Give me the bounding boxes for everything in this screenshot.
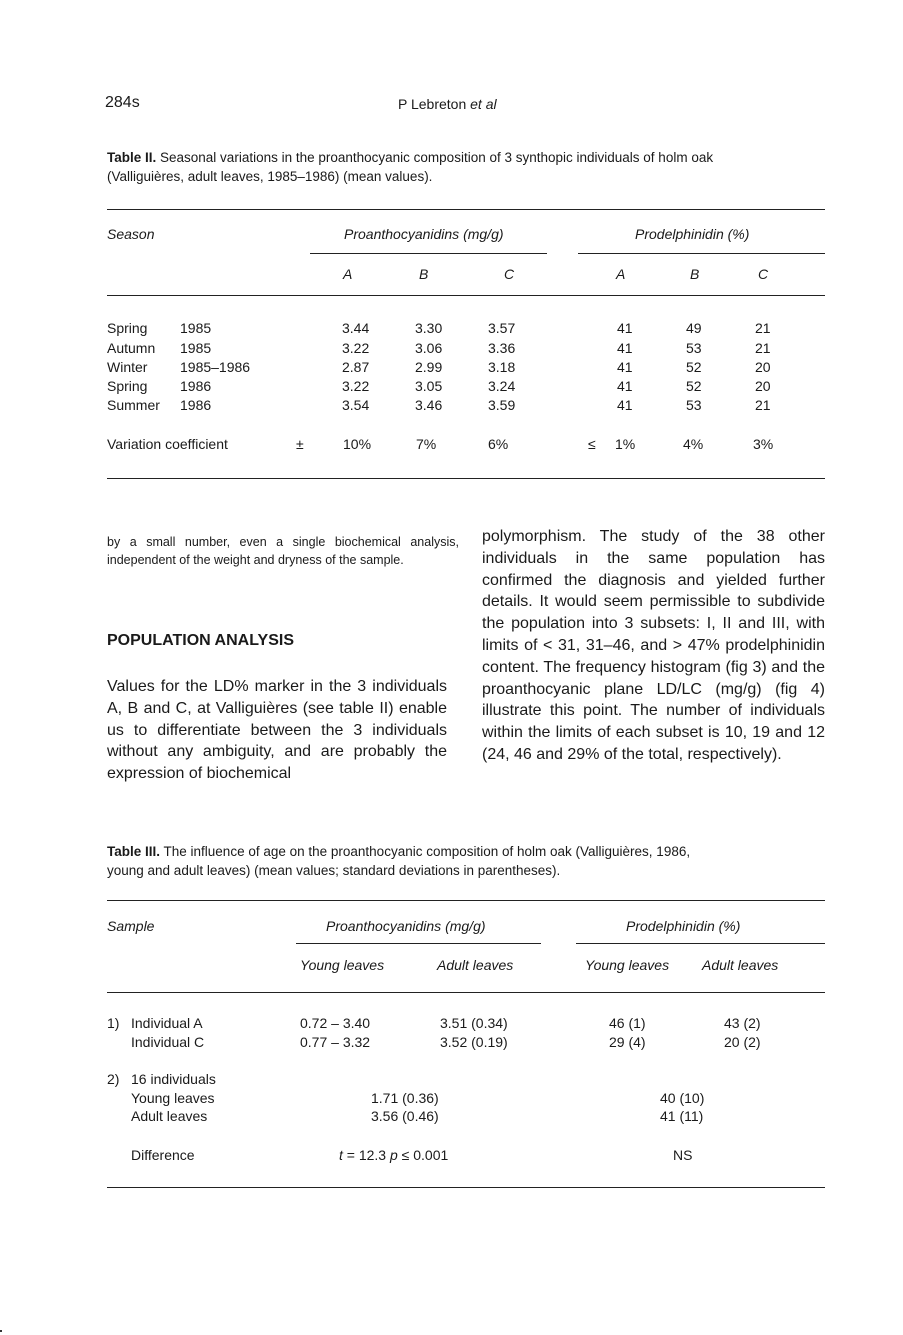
cell-pb: 7% bbox=[416, 436, 437, 452]
cell-pb: 3.06 bbox=[415, 340, 443, 356]
cell-py: 0.72 – 3.40 bbox=[300, 1015, 371, 1031]
running-head bbox=[398, 96, 497, 112]
table3-caption-label: Table III. bbox=[107, 844, 161, 859]
cell-label: Young leaves bbox=[131, 1090, 215, 1106]
table2-sub-b: B bbox=[419, 266, 429, 282]
cell-pc: 3.57 bbox=[488, 320, 516, 336]
cell-year: 1986 bbox=[180, 397, 212, 413]
table2-header-rule bbox=[107, 295, 825, 296]
p-value: ≤ 0.001 bbox=[397, 1147, 449, 1163]
cell-dy: 46 (1) bbox=[609, 1015, 646, 1031]
table3-group-prodel: Prodelphinidin (%) bbox=[626, 918, 741, 934]
table2-caption bbox=[107, 148, 827, 186]
cell-pa: 3.44 bbox=[342, 320, 370, 336]
page-number: 284s bbox=[105, 94, 140, 111]
table2-prodel-rule bbox=[578, 253, 825, 254]
cell-da: 20 (2) bbox=[724, 1034, 761, 1050]
cell-pa: 2.87 bbox=[342, 359, 370, 375]
table2-sub-a2: A bbox=[616, 266, 626, 282]
cell-pa: 3.54 bbox=[342, 397, 370, 413]
cell-label: Individual A bbox=[131, 1015, 203, 1031]
t-value: = 12.3 bbox=[342, 1147, 390, 1163]
cell-d: 40 (10) bbox=[660, 1090, 705, 1106]
cell-pc: 3.59 bbox=[488, 397, 516, 413]
p-symbol: p bbox=[389, 1147, 398, 1163]
table2-col-season: Season bbox=[107, 226, 155, 242]
cell-pc: 6% bbox=[488, 436, 509, 452]
table2-caption-line2: (Valliguières, adult leaves, 1985–1986) (mean values). bbox=[107, 169, 433, 184]
running-head-author: P Lebreton bbox=[398, 96, 467, 112]
scan-speck bbox=[0, 1330, 2, 1332]
body-left-para: by a small number, even a single biochemical analysis, independent of the weight and dryness of the sample. bbox=[107, 535, 459, 567]
table3-col-sample: Sample bbox=[107, 918, 155, 934]
running-head-etal: et al bbox=[470, 96, 497, 112]
section-heading: POPULATION ANALYSIS bbox=[107, 632, 294, 649]
table3-prodel-rule bbox=[576, 943, 825, 944]
table3-sub-adult2: Adult leaves bbox=[702, 957, 779, 973]
cell-pb: 3.05 bbox=[415, 378, 443, 394]
cell-variation-label: Variation coefficient bbox=[107, 436, 228, 452]
table3-top-rule bbox=[107, 900, 825, 901]
cell-db: 53 bbox=[686, 340, 702, 356]
table3-bottom-rule bbox=[107, 1187, 825, 1188]
table3-sub-young: Young leaves bbox=[300, 957, 385, 973]
cell-db: 52 bbox=[686, 359, 702, 375]
cell-label: Adult leaves bbox=[131, 1108, 208, 1124]
t-symbol: t bbox=[339, 1147, 343, 1163]
cell-da: 41 bbox=[617, 340, 633, 356]
cell-pc: 3.24 bbox=[488, 378, 516, 394]
table2-sub-a: A bbox=[343, 266, 353, 282]
cell-pb: 3.46 bbox=[415, 397, 443, 413]
cell-season: Spring bbox=[107, 378, 148, 394]
cell-year: 1985 bbox=[180, 340, 212, 356]
cell-dy: 29 (4) bbox=[609, 1034, 646, 1050]
body-left-para2: Values for the LD% marker in the 3 individuals A, B and C, at Valliguières (see table II) enable us to differentiate between the 3 individuals without any ambiguity, and are probably the expression of biochemical bbox=[107, 678, 447, 783]
table2-group-proantho: Proanthocyanidins (mg/g) bbox=[344, 226, 504, 242]
cell-d: 41 (11) bbox=[660, 1108, 704, 1124]
cell-dc: 3% bbox=[753, 436, 774, 452]
cell-label: Difference bbox=[131, 1147, 195, 1163]
cell-dc: 21 bbox=[755, 340, 771, 356]
cell-da: 41 bbox=[617, 397, 633, 413]
table3-header-rule bbox=[107, 992, 825, 993]
table3-group-proantho: Proanthocyanidins (mg/g) bbox=[326, 918, 486, 934]
table2-group-prodel: Prodelphinidin (%) bbox=[635, 226, 750, 242]
cell-year: 1985–1986 bbox=[180, 359, 251, 375]
table2-caption-line1: Seasonal variations in the proanthocyanic composition of 3 synthopic individuals of holm oak bbox=[156, 150, 714, 165]
cell-season: Summer bbox=[107, 397, 160, 413]
table2-bottom-rule bbox=[107, 478, 825, 479]
cell-da: 41 bbox=[617, 320, 633, 336]
cell-db: 52 bbox=[686, 378, 702, 394]
cell-pb: 2.99 bbox=[415, 359, 443, 375]
cell-pa: 3.51 (0.34) bbox=[440, 1015, 508, 1031]
cell-num: 2) bbox=[107, 1071, 120, 1087]
cell-d: NS bbox=[673, 1147, 693, 1163]
cell-season: Spring bbox=[107, 320, 148, 336]
body-right-para: polymorphism. The study of the 38 other individuals in the same population has confirmed the diagnosis and yielded further details. It would seem permissible to subdivide the population into 3 subsets: I, II and III, with limits of < 31, 31–46, and > 47% prodelphinidin content. The frequency histogram (fig 3) and the proanthocyanic plane LD/LC (mg/g) (fig 4) illustrate this point. The number of individuals within the limits of each subset is 10, 19 and 12 (24, 46 and 29% of the total, respectively). bbox=[482, 528, 825, 763]
cell-num: 1) bbox=[107, 1015, 120, 1031]
cell-ttest bbox=[339, 1147, 448, 1163]
cell-season: Autumn bbox=[107, 340, 156, 356]
cell-da: 43 (2) bbox=[724, 1015, 761, 1031]
table2-proantho-rule bbox=[310, 253, 547, 254]
cell-year: 1986 bbox=[180, 378, 212, 394]
table2-caption-label: Table II. bbox=[107, 150, 157, 165]
cell-label: Individual C bbox=[131, 1034, 205, 1050]
cell-le: ≤ bbox=[588, 436, 596, 452]
cell-dc: 21 bbox=[755, 397, 771, 413]
table3-caption bbox=[107, 842, 827, 880]
cell-p: 1.71 (0.36) bbox=[371, 1090, 439, 1106]
cell-season: Winter bbox=[107, 359, 148, 375]
cell-dc: 20 bbox=[755, 359, 771, 375]
table3-sub-young2: Young leaves bbox=[585, 957, 670, 973]
cell-py: 0.77 – 3.32 bbox=[300, 1034, 371, 1050]
cell-db: 4% bbox=[683, 436, 704, 452]
cell-pc: 3.18 bbox=[488, 359, 516, 375]
cell-pa: 3.22 bbox=[342, 378, 370, 394]
cell-year: 1985 bbox=[180, 320, 212, 336]
cell-plusminus: ± bbox=[296, 436, 304, 452]
cell-pc: 3.36 bbox=[488, 340, 516, 356]
cell-db: 53 bbox=[686, 397, 702, 413]
cell-label: 16 individuals bbox=[131, 1071, 216, 1087]
table2-sub-c: C bbox=[504, 266, 515, 282]
cell-p: 3.56 (0.46) bbox=[371, 1108, 439, 1124]
cell-dc: 21 bbox=[755, 320, 771, 336]
cell-pa: 3.22 bbox=[342, 340, 370, 356]
cell-da: 1% bbox=[615, 436, 636, 452]
table3-proantho-rule bbox=[296, 943, 541, 944]
cell-dc: 20 bbox=[755, 378, 771, 394]
table2-sub-b2: B bbox=[690, 266, 700, 282]
cell-da: 41 bbox=[617, 359, 633, 375]
table2-sub-c2: C bbox=[758, 266, 769, 282]
cell-pa: 3.52 (0.19) bbox=[440, 1034, 508, 1050]
cell-db: 49 bbox=[686, 320, 702, 336]
table3-caption-line1: The influence of age on the proanthocyanic composition of holm oak (Valliguières, 1986, bbox=[160, 844, 691, 859]
table3-sub-adult: Adult leaves bbox=[437, 957, 514, 973]
cell-pb: 3.30 bbox=[415, 320, 443, 336]
cell-da: 41 bbox=[617, 378, 633, 394]
table3-caption-line2: young and adult leaves) (mean values; standard deviations in parentheses). bbox=[107, 863, 561, 878]
cell-pa: 10% bbox=[343, 436, 372, 452]
table2-top-rule bbox=[107, 209, 825, 210]
